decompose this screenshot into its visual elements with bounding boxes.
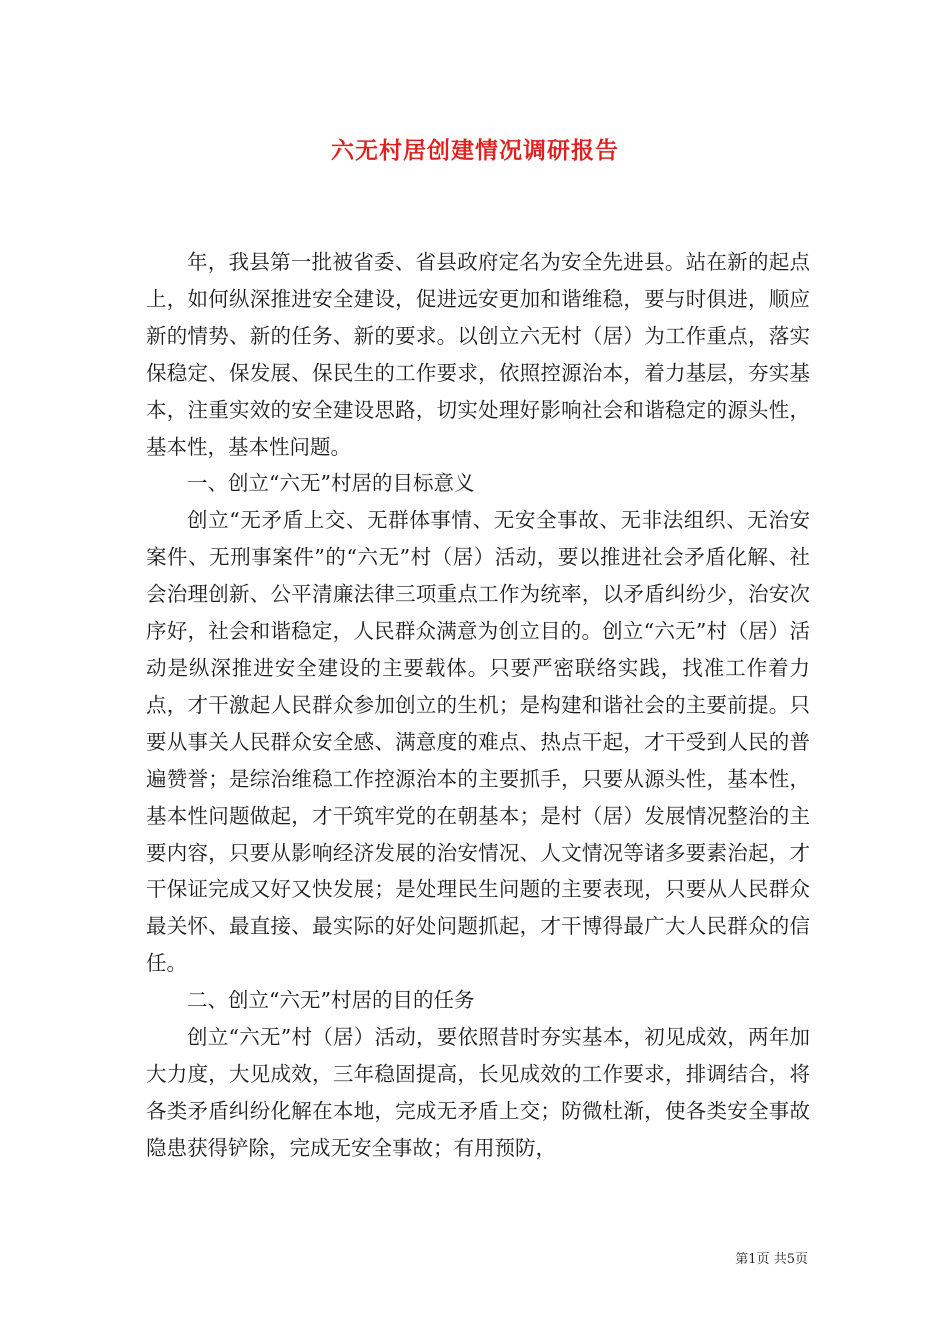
page-number: [735, 1248, 808, 1267]
page-number-total: 5: [786, 1252, 795, 1267]
page-number-prefix: 第: [735, 1252, 749, 1267]
document-body: [146, 244, 810, 1167]
section-heading-1: 一、创立“六无”村居的目标意义: [187, 471, 475, 496]
section-heading-2: 二、创立“六无”村居的目的任务: [187, 988, 475, 1013]
paragraph-section-2: 创立“六无”村（居）活动，要依照昔时夯实基本，初见成效，两年加大力度，大见成效，三年稳固提高，长见成效的工作要求，排调结合，将各类矛盾纠纷化解在本地，完成无矛盾上交；防微杜渐，使各类安全事故隐患获得铲除，完成无安全事故；有用预防，: [146, 1025, 810, 1160]
page-number-middle: 页 共: [756, 1252, 787, 1267]
page-number-current: 1: [748, 1252, 757, 1267]
paragraph-intro: 年，我县第一批被省委、省县政府定名为安全先进县。站在新的起点上，如何纵深推进安全建设，促进远安更加和谐维稳，要与时俱进，顺应新的情势、新的任务、新的要求。以创立六无村（居）为工作重点，落实保稳定、保发展、保民生的工作要求，依照控源治本，着力基层，夯实基本，注重实效的安全建设思路，切实处理好影响社会和谐稳定的源头性，基本性，基本性问题。: [146, 250, 810, 459]
page-title: 六无村居创建情况调研报告: [331, 137, 619, 164]
page-number-suffix: 页: [794, 1252, 808, 1267]
paragraph-section-1: 创立“无矛盾上交、无群体事情、无安全事故、无非法组织、无治安案件、无刑事案件”的“六无”村（居）活动，要以推进社会矛盾化解、社会治理创新、公平清廉法律三项重点工作为统率，以矛盾纠纷少，治安次序好，社会和谐稳定，人民群众满意为创立目的。创立“六无”村（居）活动是纵深推进安全建设的主要载体。只要严密联络实践，找准工作着力点，才干激起人民群众参加创立的生机；是构建和谐社会的主要前提。只要从事关人民群众安全感、满意度的难点、热点干起，才干受到人民的普遍赞誉；是综治维稳工作控源治本的主要抓手，只要从源头性，基本性，基本性问题做起，才干筑牢党的在朝基本；是村（居）发展情况整治的主要内容，只要从影响经济发展的治安情况、人文情况等诸多要素治起，才干保证完成又好又快发展；是处理民生问题的主要表现，只要从人民群众最关怀、最直接、最实际的好处问题抓起，才干博得最广大人民群众的信任。: [146, 508, 810, 976]
